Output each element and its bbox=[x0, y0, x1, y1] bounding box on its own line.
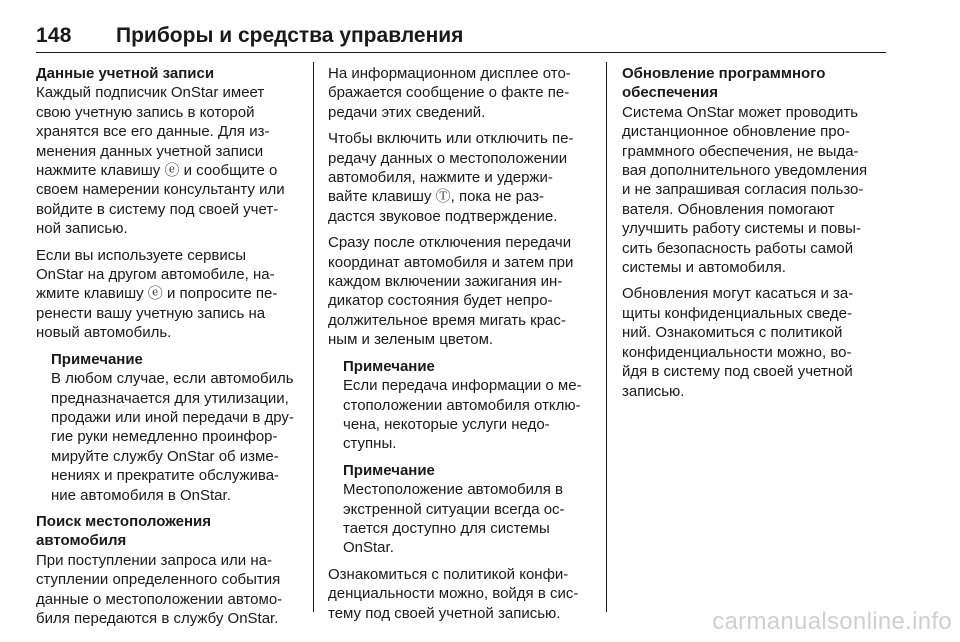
text-line: OnStar на другом автомобиле, на- bbox=[36, 266, 275, 284]
text-line: хранятся все его данные. Для из- bbox=[36, 123, 270, 141]
text-line: При поступлении запроса или на- bbox=[36, 551, 272, 569]
text-line: данные о местоположении автомо- bbox=[36, 590, 283, 608]
text-line: Ознакомиться с политикой конфи- bbox=[328, 565, 569, 583]
text-line: редачи этих сведений. bbox=[328, 103, 486, 121]
text-line: ступлении определенного события bbox=[36, 571, 281, 589]
text-line: войдите в систему под своей учет- bbox=[36, 200, 279, 218]
text-line: ние автомобиля в OnStar. bbox=[51, 486, 231, 504]
text-line: Чтобы включить или отключить пе- bbox=[328, 130, 574, 148]
text-line: ний. Ознакомиться с политикой bbox=[622, 324, 843, 342]
text-line: граммного обеспечения, не выда- bbox=[622, 142, 859, 160]
paragraph bbox=[328, 64, 592, 122]
text-line: координат автомобиля и затем при bbox=[328, 253, 574, 271]
text-line: дастся звуковое подтверждение. bbox=[328, 207, 558, 225]
text-line: тему под своей учетной записью. bbox=[328, 604, 561, 622]
column-divider bbox=[313, 62, 314, 612]
text-line: Местоположение автомобиля в bbox=[343, 481, 563, 499]
text-line: конфиденциальности можно, во- bbox=[622, 343, 852, 361]
note-heading: Примечание bbox=[51, 350, 143, 368]
column-2 bbox=[328, 64, 592, 623]
text-line: тается доступно для системы bbox=[343, 519, 550, 537]
text-line: ренести вашу учетную запись на bbox=[36, 304, 266, 322]
paragraph bbox=[36, 551, 298, 629]
note-block bbox=[328, 461, 592, 558]
text-line: ступны. bbox=[343, 435, 397, 453]
text-line: чена, некоторые услуги недо- bbox=[343, 415, 550, 433]
text-line: продажи или иной передачи в дру- bbox=[51, 408, 294, 426]
page-header bbox=[36, 24, 886, 53]
text-line: системы и автомобиля. bbox=[622, 259, 786, 277]
text-line: менения данных учетной записи bbox=[36, 142, 264, 160]
text-line: Сразу после отключения передачи bbox=[328, 234, 572, 252]
text-line: дикатор состояния будет непро- bbox=[328, 292, 553, 310]
column-divider bbox=[606, 62, 607, 612]
section-heading: Данные учетной записи bbox=[36, 65, 215, 82]
text-line: жмите клавишу ⓔ и попросите пе- bbox=[36, 285, 278, 303]
note-heading: Примечание bbox=[343, 357, 435, 375]
text-line: своем намерении консультанту или bbox=[36, 181, 285, 199]
text-line: и не запрашивая согласия пользо- bbox=[622, 181, 864, 199]
note-text bbox=[343, 480, 592, 558]
text-line: биля передаются в службу OnStar. bbox=[36, 609, 279, 627]
paragraph bbox=[622, 103, 888, 278]
text-line: нениях и прекратите обслужива- bbox=[51, 467, 280, 485]
text-line: йдя в систему под своей учетной bbox=[622, 363, 853, 381]
text-line: бражается сообщение о факте пе- bbox=[328, 84, 570, 102]
section-heading bbox=[36, 512, 298, 551]
page-title: Приборы и средства управления bbox=[116, 24, 464, 47]
text-line: обеспечения bbox=[622, 84, 719, 102]
text-line: нажмите клавишу ⓔ и сообщите о bbox=[36, 162, 278, 180]
section-heading bbox=[622, 64, 888, 103]
paragraph bbox=[328, 129, 592, 226]
note-block bbox=[36, 350, 298, 505]
text-line: новый автомобиль. bbox=[36, 324, 172, 342]
paragraph bbox=[36, 246, 298, 343]
text-line: редачу данных о местоположении bbox=[328, 149, 568, 167]
text-line: стоположении автомобиля отклю- bbox=[343, 396, 581, 414]
text-line: предназначается для утилизации, bbox=[51, 389, 289, 407]
text-line: Если передача информации о ме- bbox=[343, 377, 582, 395]
text-line: автомобиля, нажмите и удержи- bbox=[328, 169, 553, 187]
page-number: 148 bbox=[36, 24, 72, 47]
note-text bbox=[51, 369, 298, 505]
text-line: вателя. Обновления помогают bbox=[622, 200, 835, 218]
text-line: каждом включении зажигания ин- bbox=[328, 273, 563, 291]
text-line: В любом случае, если автомобиль bbox=[51, 370, 294, 388]
paragraph bbox=[36, 83, 298, 238]
text-line: улучшить работу системы и повы- bbox=[622, 220, 861, 238]
text-line: автомобиля bbox=[36, 532, 127, 550]
text-line: сить безопасность работы самой bbox=[622, 239, 854, 257]
column-1 bbox=[36, 64, 298, 628]
text-line: гие руки немедленно проинфор- bbox=[51, 428, 278, 446]
text-line: На информационном дисплее ото- bbox=[328, 65, 571, 82]
text-line: экстренной ситуации всегда ос- bbox=[343, 500, 565, 518]
text-line: щиты конфиденциальных сведе- bbox=[622, 304, 853, 322]
text-line: вая дополнительного уведомления bbox=[622, 162, 868, 180]
text-line: Каждый подписчик OnStar имеет bbox=[36, 84, 265, 102]
text-line: OnStar. bbox=[343, 539, 394, 557]
text-line: вайте клавишу Ⓣ, пока не раз- bbox=[328, 188, 544, 206]
text-line: Поиск местоположения bbox=[36, 512, 212, 530]
text-line: дистанционное обновление про- bbox=[622, 123, 850, 141]
watermark: carmanualsonline.info bbox=[712, 608, 952, 635]
text-line: мируйте службу OnStar об изме- bbox=[51, 447, 279, 465]
note-heading: Примечание bbox=[343, 461, 435, 479]
text-line: записью. bbox=[622, 382, 685, 400]
paragraph bbox=[328, 565, 592, 623]
text-line: должительное время мигать крас- bbox=[328, 311, 566, 329]
text-line: свою учетную запись в которой bbox=[36, 103, 255, 121]
paragraph bbox=[328, 233, 592, 349]
note-text bbox=[343, 376, 592, 454]
text-line: денциальности можно, войдя в сис- bbox=[328, 585, 579, 603]
text-line: Обновление программного bbox=[622, 65, 826, 82]
text-line: Если вы используете сервисы bbox=[36, 246, 247, 264]
note-block bbox=[328, 357, 592, 454]
text-line: Система OnStar может проводить bbox=[622, 103, 859, 121]
accounts-section bbox=[36, 64, 298, 239]
text-line: Обновления могут касаться и за- bbox=[622, 285, 854, 303]
column-3 bbox=[622, 64, 888, 401]
text-line: ным и зеленым цветом. bbox=[328, 331, 494, 349]
text-line: ной записью. bbox=[36, 220, 128, 238]
paragraph bbox=[622, 284, 888, 400]
